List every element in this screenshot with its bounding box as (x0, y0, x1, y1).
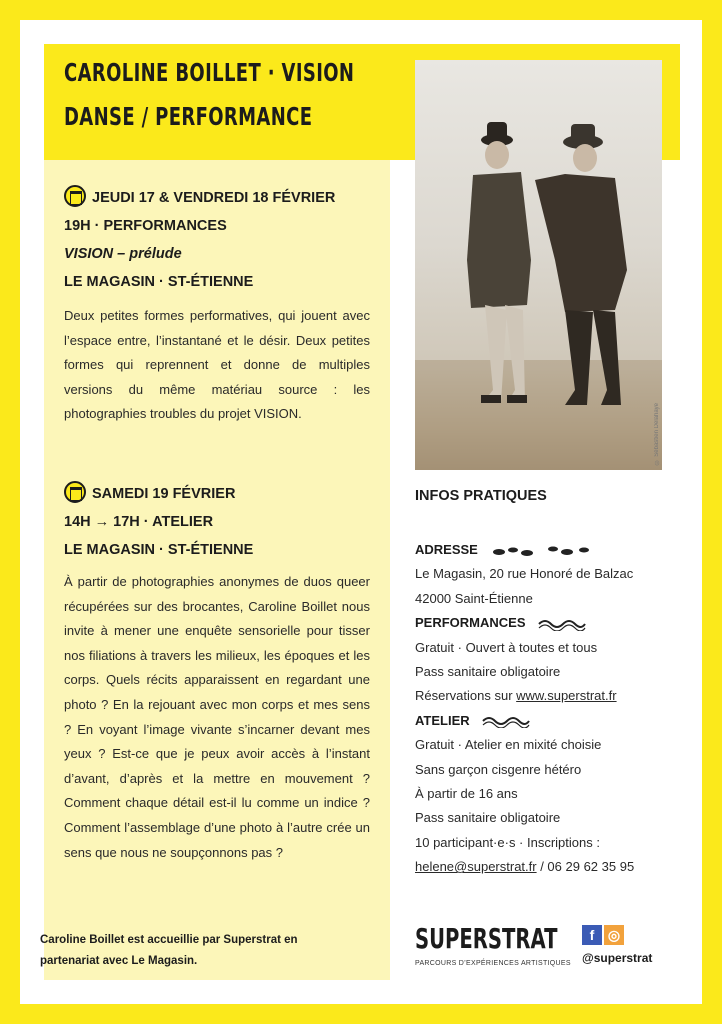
partner-note: Caroline Boillet est accueillie par Superstrat en partenariat avec Le Magasin. (40, 934, 298, 967)
adresse-line1: Le Magasin, 20 rue Honoré de Balzac (415, 566, 634, 582)
superstrat-logo: SUPERSTRAT (415, 922, 558, 955)
email-link[interactable]: helene@superstrat.fr (415, 859, 537, 875)
event2-description: À partir de photographies anonymes de duos queer récupérées sur des brocantes, Caroline Boillet nous invite à mener une enquête sensorielle pour tisser nos filiations à travers les milieux, les époques et les corps. Quels récits apparaissent en regardant une photo ? En la rejouant avec mon corps et mes sens ? En voyant l’image vivante s’incarner devant mes yeux ? Est-ce que je peux avoir accès à l’instant d’avant, d’après et la mettre en mouvement ? Comment chaque détail est-il lu comme un indice ? Comment l’assemblage d’une photo à l’autre crée un sens que nous ne soupçonnons pas ? (64, 574, 370, 860)
photo-credit: © Sébastien Delahaye (654, 402, 660, 464)
page-title: CAROLINE BOILLET · VISION (64, 58, 355, 87)
wave-icon (537, 617, 587, 631)
archive-photo (415, 60, 662, 470)
instagram-icon[interactable]: ◎ (604, 925, 624, 945)
adresse-label: ADRESSE (415, 542, 478, 557)
phone-number: / 06 29 62 35 95 (536, 859, 635, 875)
event2-header (64, 480, 253, 564)
atelier-line5: 10 participant·e·s · Inscriptions : (415, 834, 600, 850)
facebook-icon[interactable]: f (582, 925, 602, 945)
infos-block (415, 538, 705, 880)
wave-icon (481, 714, 531, 728)
atelier-label: ATELIER (415, 712, 470, 728)
calendar-icon (64, 481, 86, 503)
atelier-line2: Sans garçon cisgenre hétéro (415, 761, 582, 777)
logo-tagline: PARCOURS D’EXPÉRIENCES ARTISTIQUES (415, 960, 571, 967)
adresse-line2: 42000 Saint-Étienne (415, 590, 533, 606)
event2-date: SAMEDI 19 FÉVRIER (92, 486, 236, 502)
perf-line3: Réservations sur (415, 688, 517, 704)
event1-subtitle: VISION – prélude (64, 246, 182, 262)
perf-line1: Gratuit · Ouvert à toutes et tous (415, 639, 598, 655)
event2-venue: LE MAGASIN · ST-ÉTIENNE (64, 542, 254, 558)
website-link[interactable]: www.superstrat.fr (516, 688, 617, 704)
event2-time: 14H → 17H · ATELIER (64, 514, 214, 530)
performances-label: PERFORMANCES (415, 615, 526, 631)
page-subtitle: DANSE / PERFORMANCE (64, 102, 313, 131)
event1-venue: LE MAGASIN · ST-ÉTIENNE (64, 274, 254, 290)
event1-description: Deux petites formes performatives, qui jouent avec l’espace entre, l’instantané et le désir. Deux petites formes qui reprennent et donne de multiples versions du même matériau source : les photographies troubles du projet VISION. (64, 308, 370, 422)
footsteps-icon (489, 544, 599, 558)
poster-sheet (20, 20, 702, 1004)
calendar-icon (64, 185, 86, 207)
photo-illustration (415, 60, 662, 470)
events-panel (44, 160, 390, 980)
infos-title: INFOS PRATIQUES (415, 488, 547, 504)
atelier-line4: Pass sanitaire obligatoire (415, 810, 561, 826)
event1-time: 19H · PERFORMANCES (64, 218, 227, 234)
atelier-line3: À partir de 16 ans (415, 786, 518, 802)
event1-date: JEUDI 17 & VENDREDI 18 FÉVRIER (92, 190, 336, 206)
atelier-line1: Gratuit · Atelier en mixité choisie (415, 737, 602, 753)
social-links (582, 925, 682, 965)
perf-line2: Pass sanitaire obligatoire (415, 664, 561, 680)
social-handle: @superstrat (582, 951, 653, 965)
event1-header (64, 184, 335, 296)
